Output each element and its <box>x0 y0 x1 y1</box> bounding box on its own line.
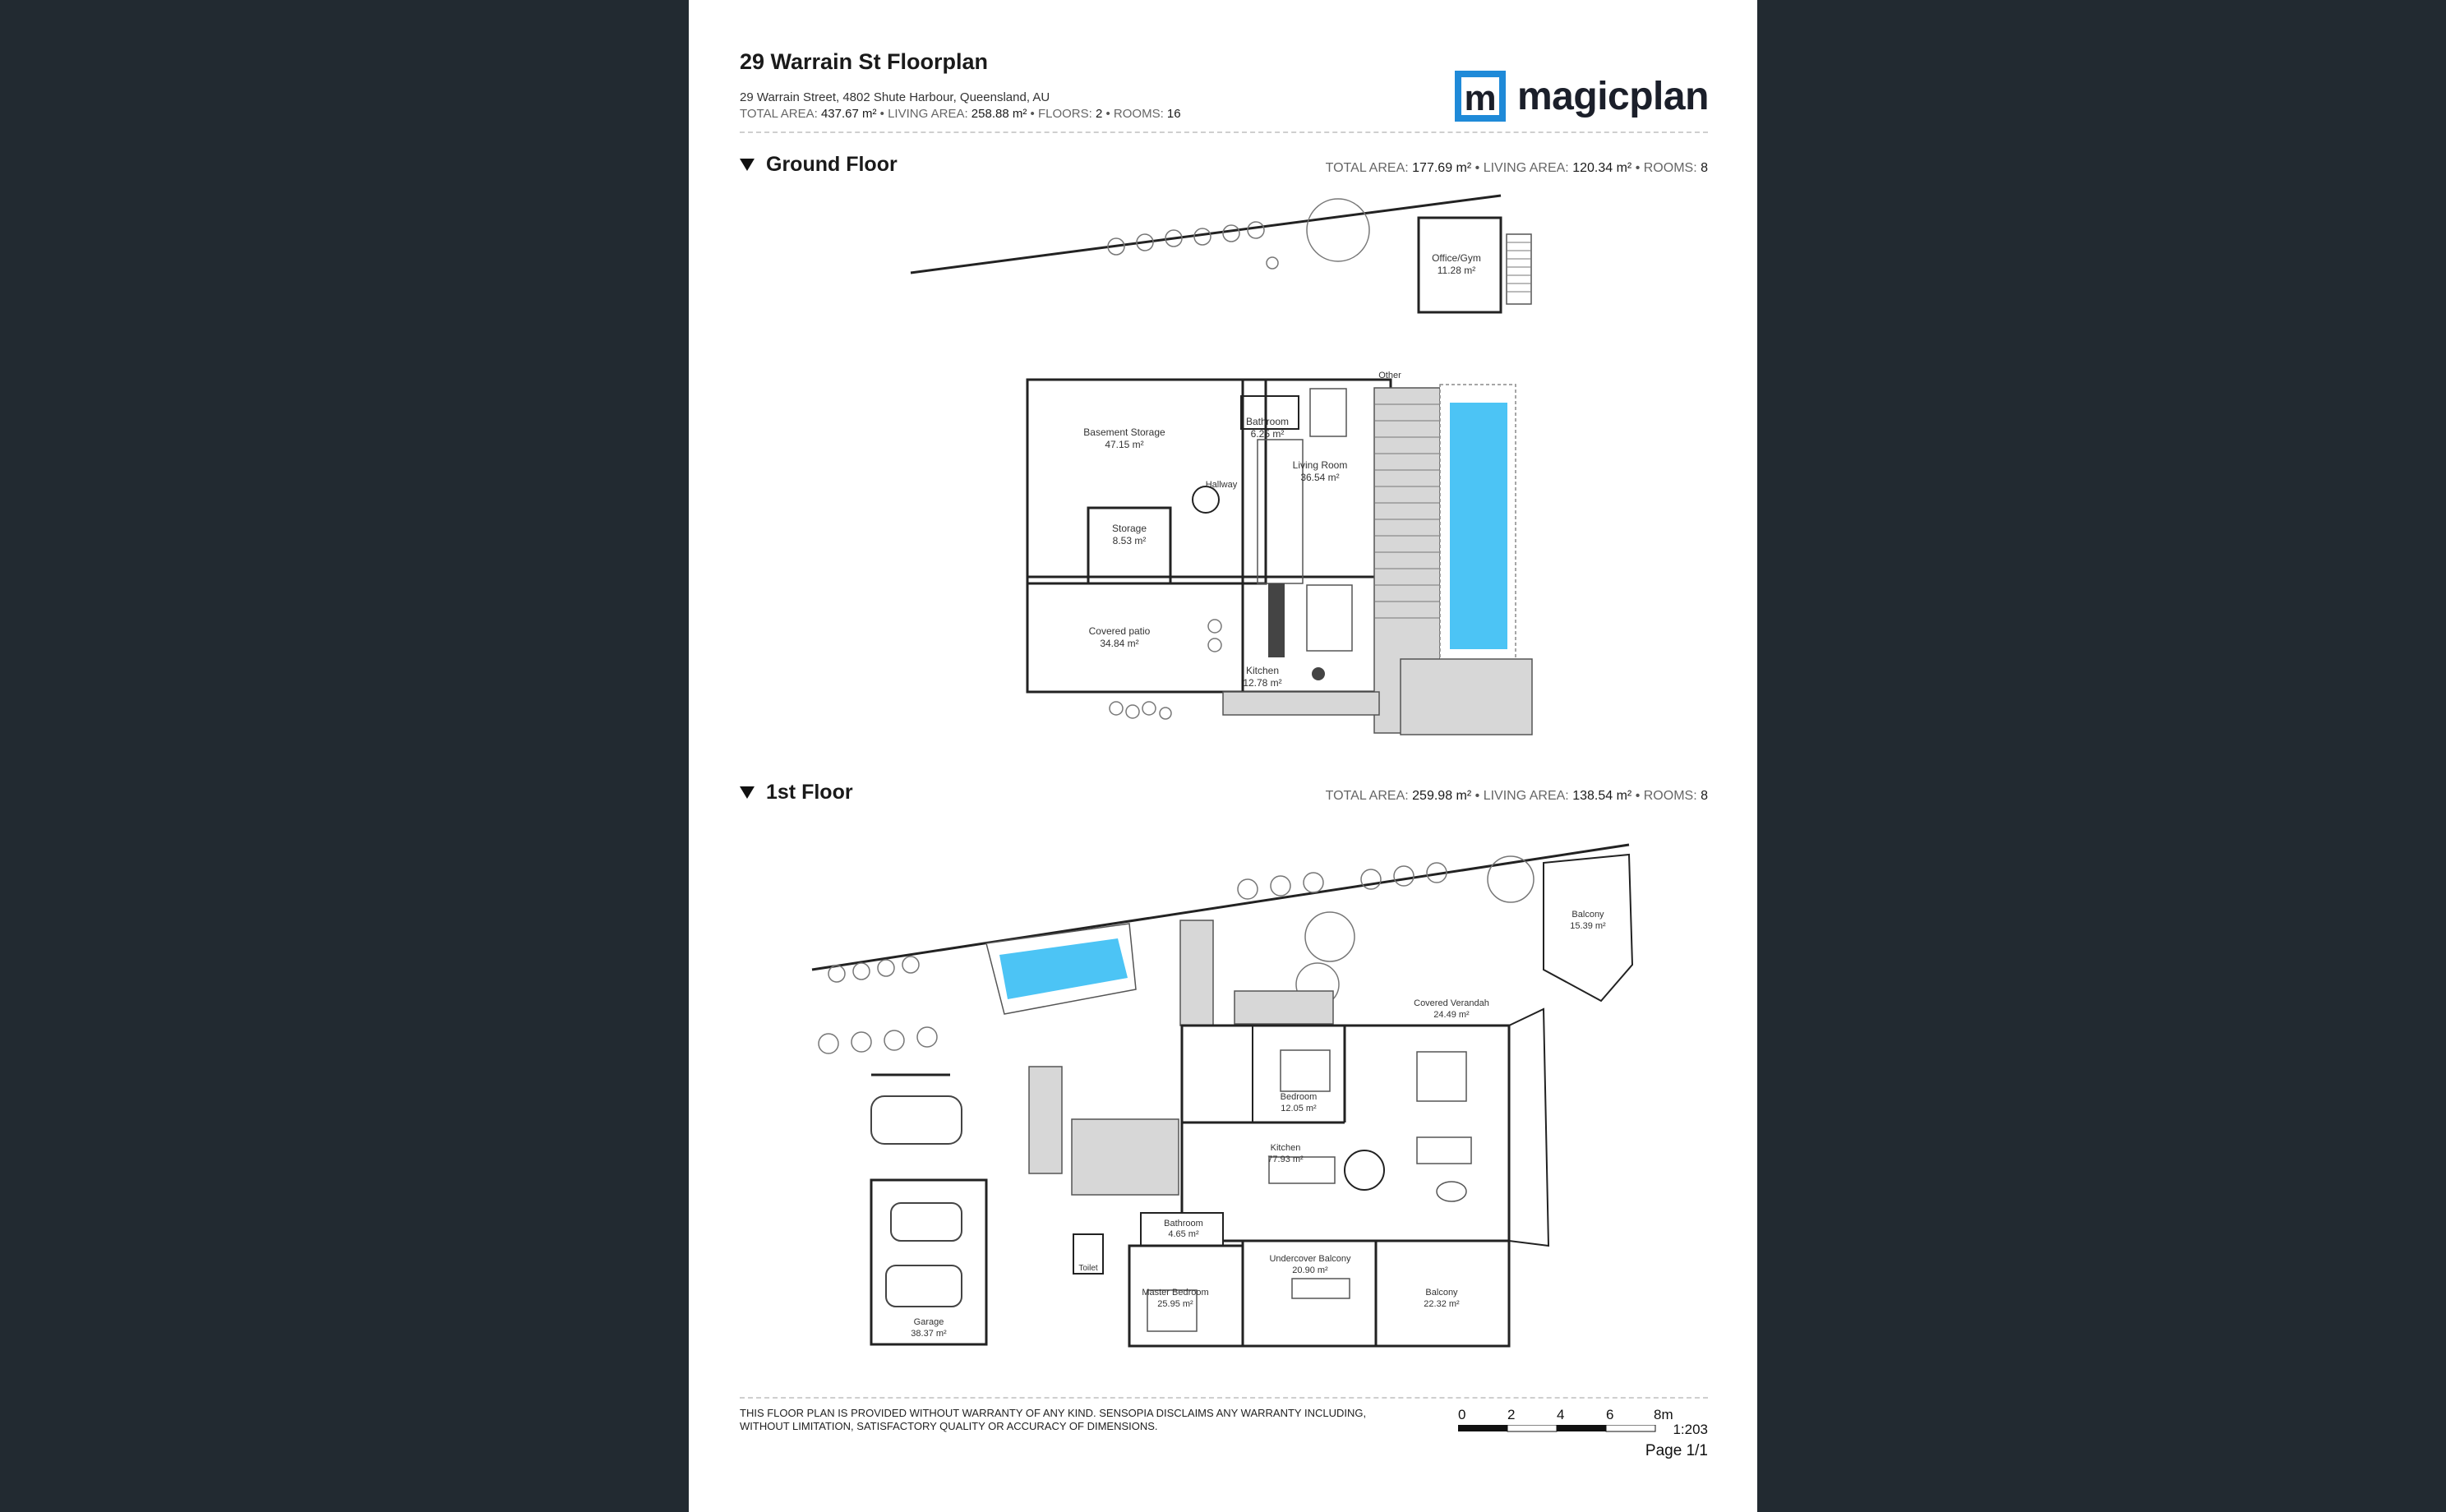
header-divider <box>740 131 1708 133</box>
svg-text:12.78 m²: 12.78 m² <box>1243 677 1282 689</box>
room-label-kitchen-first: Kitchen <box>1270 1143 1301 1153</box>
svg-text:38.37 m²: 38.37 m² <box>911 1329 947 1339</box>
svg-text:m: m <box>1464 78 1497 118</box>
plan-title: 29 Warrain St Floorplan <box>740 49 989 74</box>
room-label-balcony-bottom: Balcony <box>1425 1288 1458 1298</box>
property-summary: TOTAL AREA: 437.67 m² • LIVING AREA: 258.88 m² • FLOORS: 2 • ROOMS: 16 <box>740 107 1181 121</box>
warranty-disclaimer: THIS FLOOR PLAN IS PROVIDED WITHOUT WARRANTY OF ANY KIND. SENSOPIA DISCLAIMS ANY WARRANTY INCLUDING, WITHOUT LIMITATION, SATISFACTORY QUALITY OR ACCURACY OF DIMENSIONS. <box>740 1407 1367 1432</box>
footer-divider <box>740 1397 1708 1399</box>
magicplan-logo <box>1451 67 1709 125</box>
svg-text:12.05 m²: 12.05 m² <box>1281 1104 1317 1113</box>
room-label-toilet: Toilet <box>1078 1264 1098 1273</box>
room-label-bathroom-first: Bathroom <box>1164 1219 1203 1228</box>
room-label-office-gym: Office/Gym <box>1432 252 1481 264</box>
collapse-triangle-icon <box>740 159 755 171</box>
room-label-living-room: Living Room <box>1292 459 1348 471</box>
swimming-pool <box>1450 403 1507 649</box>
first-floor-plan <box>689 814 1757 1372</box>
svg-text:15.39 m²: 15.39 m² <box>1570 921 1606 931</box>
svg-text:25.95 m²: 25.95 m² <box>1157 1299 1193 1309</box>
first-floor-heading[interactable]: 1st Floor <box>740 781 853 804</box>
room-label-covered-patio: Covered patio <box>1088 625 1151 637</box>
ground-floor-plan <box>689 181 1757 756</box>
room-label-storage: Storage <box>1111 523 1147 534</box>
room-label-kitchen: Kitchen <box>1245 665 1280 676</box>
svg-text:77.93 m²: 77.93 m² <box>1267 1155 1304 1164</box>
svg-text:34.84 m²: 34.84 m² <box>1100 638 1139 649</box>
svg-text:22.32 m²: 22.32 m² <box>1424 1299 1460 1309</box>
room-label-bathroom: Bathroom <box>1245 416 1290 427</box>
floorplan-sheet: 29 Warrain St Floorplan 29 Warrain Street, 4802 Shute Harbour, Queensland, AU TOTAL AREA: 437.67 m² • LIVING AREA: 258.88 m² • FLOORS: 2 • ROOMS: 16 m magicplan Ground Floor TOTAL AREA: 177.69 m² • LIVING AREA: 120.34 m² • ROOMS: 8 Office/Gym 11.28 m² Basement Storage 47.15 m² Bathroom 6.25 m² Living Room 36.54 m² Storage 8.53 m² Covered patio 34.84 m² Kitchen 12.78 m² Other Hallway 1st Floor TOTAL AREA: 259.98 m² • LIVING AREA: 138.54 m² • ROOMS: 8 Balcony 15.39 m² Covered Verandah 24.49 m² Bedroom 12.05 m² Kitchen 77.93 m² Bathroom 4.65 m² Toilet Master Bedroom 25.95 m² Undercover Balcony 20.90 m² Balcony 22.32 m² Garage 38.37 m² THIS FLOOR PLAN IS PROVIDED WITHOUT WARRANTY OF ANY KIND. SENSOPIA DISCLAIMS ANY WARRANTY INCLUDING, WITHOUT LIMITATION, SATISFACTORY QUALITY OR ACCURACY OF DIMENSIONS. 0 2 4 6 8m 1:203 Page 1/1 <box>689 0 1757 1512</box>
collapse-triangle-icon <box>740 786 755 799</box>
room-label-garage: Garage <box>913 1317 944 1327</box>
room-label-undercover-balcony: Undercover Balcony <box>1269 1254 1351 1264</box>
svg-text:8.53 m²: 8.53 m² <box>1112 535 1147 546</box>
scale-ratio: 1:203 <box>1673 1422 1708 1437</box>
room-label-covered-verandah: Covered Verandah <box>1414 998 1489 1008</box>
room-label-other: Other <box>1378 371 1401 380</box>
room-label-balcony-top: Balcony <box>1571 910 1604 920</box>
svg-text:4.65 m²: 4.65 m² <box>1168 1229 1199 1239</box>
svg-text:11.28 m²: 11.28 m² <box>1437 265 1476 276</box>
magicplan-logo-icon <box>1451 67 1509 125</box>
property-address: 29 Warrain Street, 4802 Shute Harbour, Queensland, AU <box>740 90 1050 104</box>
svg-text:47.15 m²: 47.15 m² <box>1105 439 1144 450</box>
room-label-master-bedroom: Master Bedroom <box>1142 1288 1209 1298</box>
ground-floor-heading[interactable]: Ground Floor <box>740 153 898 177</box>
svg-text:36.54 m²: 36.54 m² <box>1300 472 1340 483</box>
svg-text:6.25 m²: 6.25 m² <box>1250 428 1285 440</box>
room-label-bedroom: Bedroom <box>1280 1092 1318 1102</box>
logo-wordmark: magicplan <box>1517 74 1709 118</box>
first-floor-stats: TOTAL AREA: 259.98 m² • LIVING AREA: 138.54 m² • ROOMS: 8 <box>1325 789 1708 803</box>
svg-text:20.90 m²: 20.90 m² <box>1292 1265 1328 1275</box>
page-number: Page 1/1 <box>1645 1442 1708 1459</box>
ground-floor-stats: TOTAL AREA: 177.69 m² • LIVING AREA: 120.34 m² • ROOMS: 8 <box>1325 161 1708 175</box>
room-label-hallway: Hallway <box>1205 480 1238 490</box>
room-label-basement-storage: Basement Storage <box>1083 426 1165 438</box>
svg-text:24.49 m²: 24.49 m² <box>1433 1010 1470 1020</box>
scale-bar-graphic <box>1458 1425 1672 1433</box>
